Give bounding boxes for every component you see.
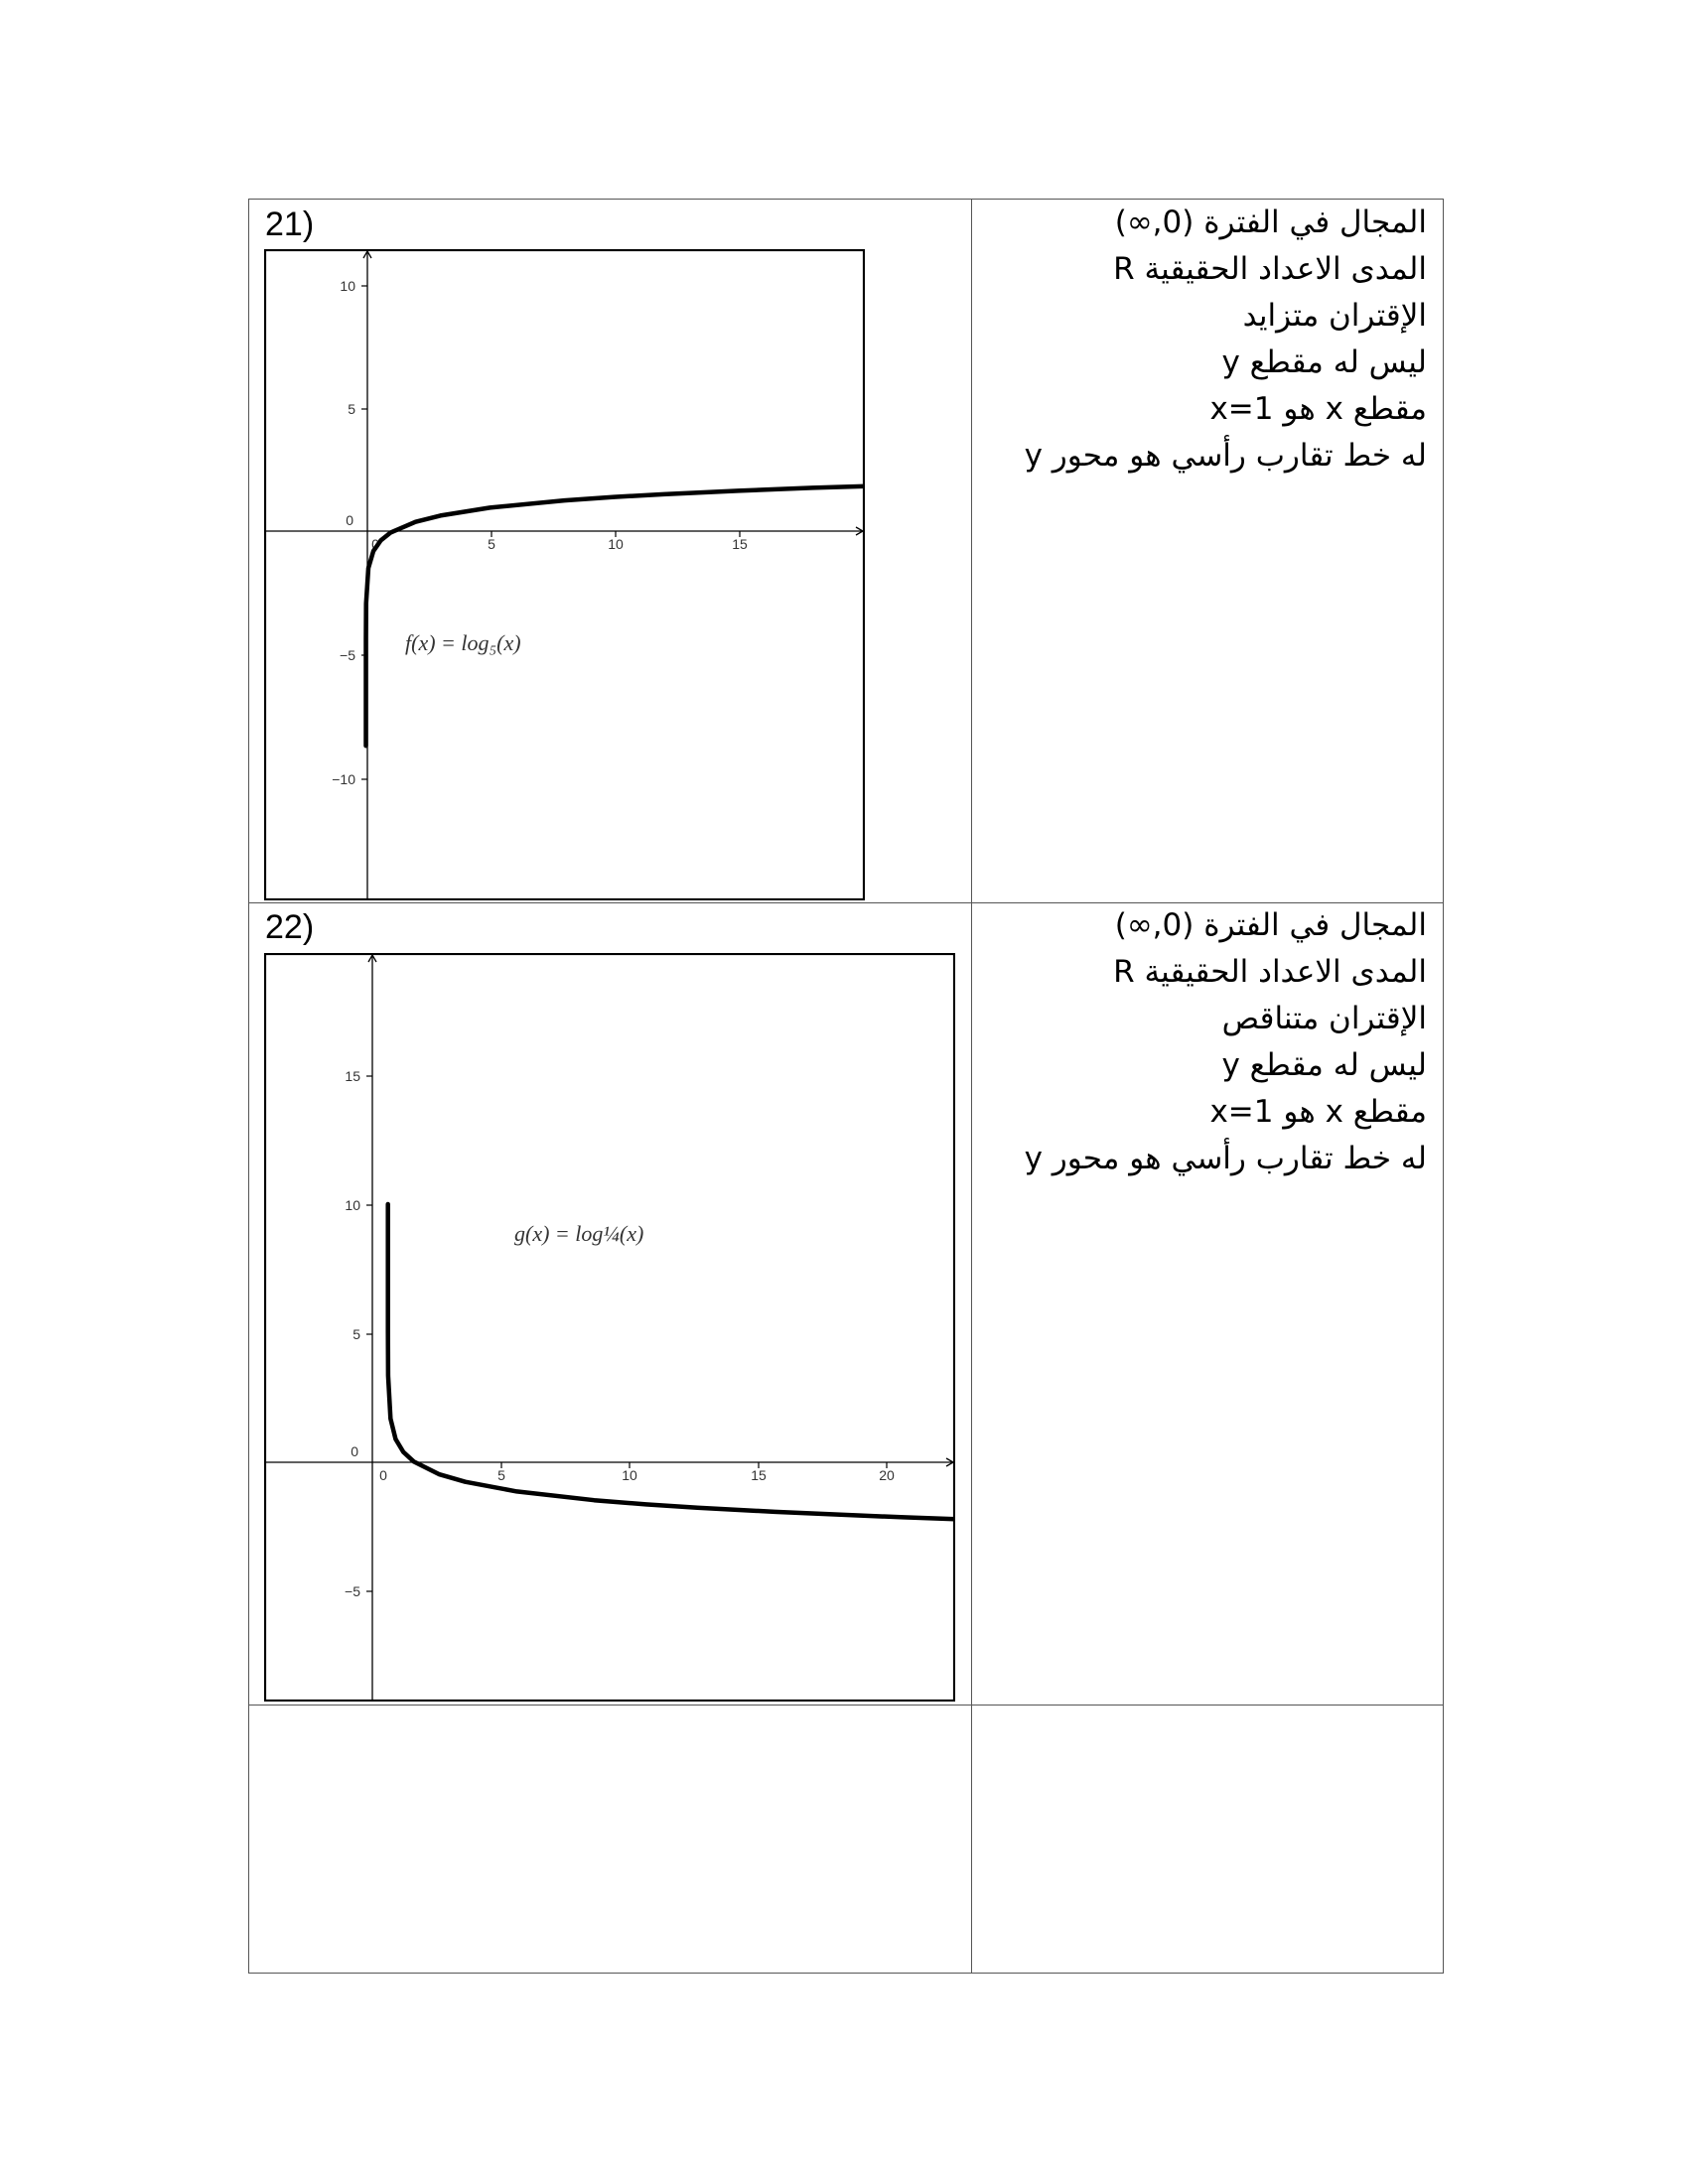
x-tick-label: 10 — [622, 1467, 637, 1483]
properties-21 — [984, 200, 1427, 479]
y-intercept-text: ليس له مقطع y — [1221, 344, 1427, 380]
monotonic-text: الإقتران متزايد — [1242, 298, 1427, 334]
range-text: المدى الاعداد الحقيقية R — [1113, 954, 1427, 990]
x-tick-label: 10 — [608, 536, 624, 552]
monotonic-text: الإقتران متناقص — [1221, 1001, 1427, 1036]
empty-cell-right — [972, 1706, 1443, 1974]
y-tick-label: 10 — [345, 1197, 360, 1213]
log-curve — [388, 1204, 955, 1519]
x-tick-label: 5 — [488, 536, 495, 552]
empty-cell-left — [249, 1706, 971, 1974]
x-tick-label: 0 — [371, 536, 379, 552]
range-text: المدى الاعداد الحقيقية R — [1113, 251, 1427, 287]
worksheet-table — [248, 199, 1444, 1974]
asymptote-text: له خط تقارب رأسي هو محور y — [1024, 438, 1427, 474]
domain-text: المجال في الفترة (0,∞) — [1114, 907, 1427, 943]
x-tick-label: 15 — [751, 1467, 767, 1483]
y-tick-label: −10 — [332, 771, 355, 787]
question-number-22: 22) — [265, 908, 315, 946]
properties-22 — [984, 902, 1427, 1182]
graph-22 — [264, 953, 955, 1702]
x-intercept-text: مقطع x هو x=1 — [1209, 391, 1427, 427]
domain-text: المجال في الفترة (0,∞) — [1114, 205, 1427, 240]
y-intercept-text: ليس له مقطع y — [1221, 1047, 1427, 1083]
y-tick-label: 10 — [340, 278, 355, 294]
x-tick-label: 0 — [379, 1467, 387, 1483]
question-number-21: 21) — [265, 205, 315, 243]
y-tick-label: −5 — [340, 647, 355, 663]
x-intercept-text: مقطع x هو x=1 — [1209, 1094, 1427, 1130]
y-tick-label: −5 — [345, 1583, 360, 1599]
x-tick-label: 5 — [497, 1467, 505, 1483]
log-curve — [366, 486, 863, 746]
y-tick-label: 5 — [348, 401, 355, 417]
x-tick-label: 20 — [879, 1467, 895, 1483]
asymptote-text: له خط تقارب رأسي هو محور y — [1024, 1141, 1427, 1176]
y-tick-label: 0 — [346, 512, 353, 528]
graph-frame — [265, 954, 954, 1701]
function-label: f(x) = log₅(x) — [405, 630, 521, 655]
graph-frame — [265, 250, 864, 899]
y-tick-label: 0 — [351, 1443, 358, 1459]
y-tick-label: 15 — [345, 1068, 360, 1084]
x-tick-label: 15 — [732, 536, 748, 552]
function-label: g(x) = log¼(x) — [514, 1221, 644, 1246]
y-tick-label: 5 — [352, 1326, 360, 1342]
graph-21 — [264, 249, 865, 900]
